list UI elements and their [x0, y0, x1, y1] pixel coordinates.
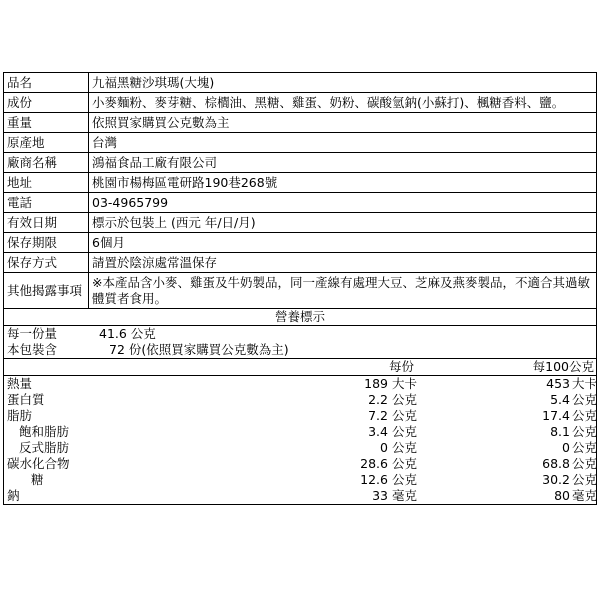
- row-label: 重量: [4, 113, 89, 133]
- product-info-table: [3, 72, 597, 326]
- product-info-row: [4, 173, 597, 193]
- per-100g-unit: 毫克: [572, 488, 598, 503]
- per-serving-unit: 公克: [392, 408, 418, 423]
- nutrient-name: 蛋白質: [7, 392, 45, 407]
- nutrition-title: 營養標示: [4, 309, 597, 326]
- nutrient-row: [4, 392, 596, 408]
- per-100g-value: 68.8: [542, 456, 570, 471]
- product-info-row: [4, 93, 597, 113]
- per-serving-unit: 公克: [392, 392, 418, 407]
- per-100g-unit: 公克: [572, 392, 598, 407]
- product-info-row: [4, 113, 597, 133]
- row-value: 03-4965799: [89, 193, 597, 213]
- per-100g-header: 每100公克: [532, 359, 594, 374]
- per-serving-value: 3.4: [368, 424, 388, 439]
- nutrition-column-headers: [4, 358, 596, 376]
- nutrient-name: 鈉: [7, 488, 20, 503]
- servings-value: 72 份(依照買家購買公克數為主): [109, 342, 289, 357]
- nutrient-row: [4, 376, 596, 392]
- per-serving-value: 2.2: [368, 392, 388, 407]
- row-label: 成份: [4, 93, 89, 113]
- product-info-row: [4, 73, 597, 93]
- servings-per-package-row: [4, 342, 596, 358]
- per-100g-value: 0: [562, 440, 570, 455]
- row-label: 原產地: [4, 133, 89, 153]
- per-100g-unit: 大卡: [572, 376, 598, 391]
- per-serving-value: 33: [372, 488, 388, 503]
- nutrient-name: 反式脂肪: [19, 440, 70, 455]
- nutrient-name: 飽和脂肪: [19, 424, 70, 439]
- product-info-row: [4, 273, 597, 309]
- product-info-row: [4, 233, 597, 253]
- per-serving-unit: 大卡: [392, 376, 418, 391]
- per-serving-value: 28.6: [360, 456, 388, 471]
- nutrient-row: [4, 408, 596, 424]
- per-100g-value: 453: [546, 376, 570, 391]
- per-100g-unit: 公克: [572, 472, 598, 487]
- nutrient-row: [4, 472, 596, 488]
- row-label: 地址: [4, 173, 89, 193]
- per-serving-value: 7.2: [368, 408, 388, 423]
- per-serving-value: 0: [380, 440, 388, 455]
- row-label: 其他揭露事項: [4, 273, 89, 309]
- per-serving-value: 12.6: [360, 472, 388, 487]
- per-100g-value: 30.2: [542, 472, 570, 487]
- row-label: 保存期限: [4, 233, 89, 253]
- nutrient-row: [4, 488, 596, 504]
- product-info-row: [4, 133, 597, 153]
- serving-size-label: 每一份量: [7, 326, 58, 341]
- product-info-row: [4, 253, 597, 273]
- row-value: ※本產品含小麥、雞蛋及牛奶製品，同一產線有處理大豆、芝麻及燕麥製品，不適合其過敏體質者食用。: [89, 273, 597, 309]
- product-info-row: [4, 213, 597, 233]
- nutrient-row: [4, 424, 596, 440]
- row-value: 九福黑糖沙琪瑪(大塊): [89, 73, 597, 93]
- row-value: 6個月: [89, 233, 597, 253]
- per-serving-value: 189: [364, 376, 388, 391]
- nutrient-name: 糖: [31, 472, 44, 487]
- per-100g-value: 8.1: [550, 424, 570, 439]
- per-serving-unit: 公克: [392, 440, 418, 455]
- row-value: 請置於陰涼處常溫保存: [89, 253, 597, 273]
- per-100g-unit: 公克: [572, 440, 598, 455]
- per-serving-unit: 毫克: [392, 488, 418, 503]
- product-info-sheet: [3, 72, 597, 505]
- row-value: 台灣: [89, 133, 597, 153]
- row-label: 廠商名稱: [4, 153, 89, 173]
- row-value: 桃園市楊梅區電研路190巷268號: [89, 173, 597, 193]
- serving-size-value: 41.6 公克: [99, 326, 156, 341]
- nutrient-name: 熱量: [7, 376, 33, 391]
- row-label: 電話: [4, 193, 89, 213]
- per-serving-header: 每份: [388, 359, 414, 374]
- row-value: 依照買家購買公克數為主: [89, 113, 597, 133]
- product-info-row: [4, 193, 597, 213]
- per-100g-unit: 公克: [572, 456, 598, 471]
- serving-size-row: [4, 326, 596, 342]
- product-info-row: [4, 153, 597, 173]
- nutrient-row: [4, 456, 596, 472]
- per-serving-unit: 公克: [392, 424, 418, 439]
- nutrient-name: 碳水化合物: [7, 456, 70, 471]
- servings-label: 本包裝含: [7, 342, 58, 357]
- per-100g-unit: 公克: [572, 408, 598, 423]
- nutrient-row: [4, 440, 596, 456]
- per-serving-unit: 公克: [392, 456, 418, 471]
- per-100g-unit: 公克: [572, 424, 598, 439]
- row-value: 鴻福食品工廠有限公司: [89, 153, 597, 173]
- per-100g-value: 17.4: [542, 408, 570, 423]
- nutrient-name: 脂肪: [7, 408, 33, 423]
- row-value: 標示於包裝上 (西元 年/日/月): [89, 213, 597, 233]
- nutrition-facts: [3, 326, 597, 505]
- nutrition-rows: [4, 376, 596, 504]
- per-100g-value: 80: [554, 488, 570, 503]
- row-value: 小麥麵粉、麥芽糖、棕櫚油、黑糖、雞蛋、奶粉、碳酸氫鈉(小蘇打)、楓糖香料、鹽。: [89, 93, 597, 113]
- per-serving-unit: 公克: [392, 472, 418, 487]
- row-label: 有效日期: [4, 213, 89, 233]
- row-label: 保存方式: [4, 253, 89, 273]
- per-100g-value: 5.4: [550, 392, 570, 407]
- row-label: 品名: [4, 73, 89, 93]
